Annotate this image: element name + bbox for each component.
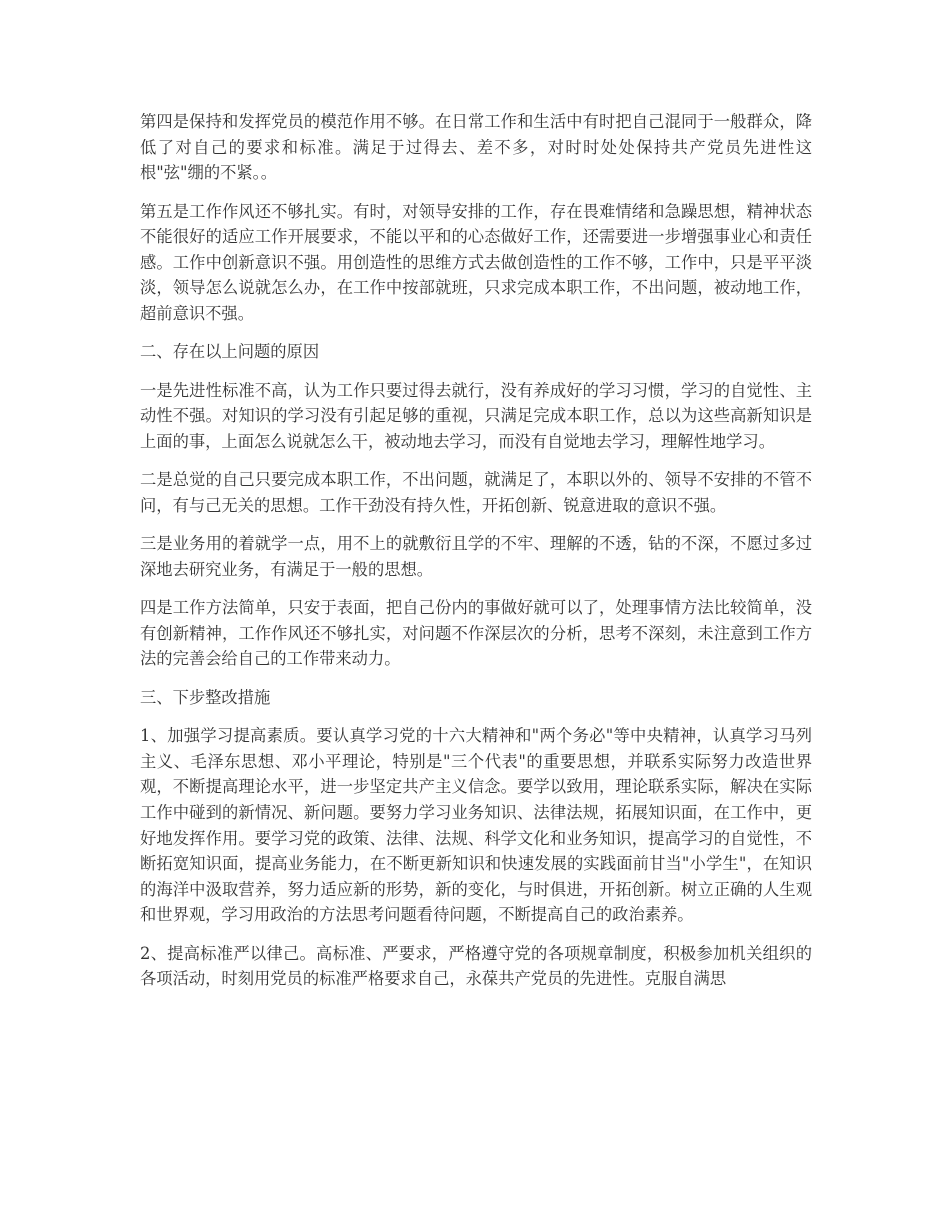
paragraph-4th-issue: 第四是保持和发挥党员的模范作用不够。在日常工作和生活中有时把自己混同于一般群众，降低了对自己的要求和标准。满足于过得去、差不多，对时时处处保持共产党员先进性这根"弦"绷的不紧。。	[140, 112, 812, 183]
paragraph-cause-4: 四是工作方法简单，只安于表面，把自己份内的事做好就可以了，处理事情方法比较简单，没有创新精神，工作作风还不够扎实，对问题不作深层次的分析，思考不深刻，未注意到工作方法的完善会给自己的工作带来动力。	[140, 598, 812, 669]
paragraph-cause-1: 一是先进性标准不高，认为工作只要过得去就行，没有养成好的学习习惯，学习的自觉性、主动性不强。对知识的学习没有引起足够的重视，只满足完成本职工作，总以为这些高新知识是上面的事，上面怎么说就怎么干，被动地去学习，而没有自觉地去学习，理解性地学习。	[140, 380, 812, 451]
paragraph-cause-3: 三是业务用的着就学一点，用不上的就敷衍且学的不牢、理解的不透，钻的不深，不愿过多过深地去研究业务，有满足于一般的思想。	[140, 534, 812, 579]
paragraph-5th-issue: 第五是工作作风还不够扎实。有时，对领导安排的工作，存在畏难情绪和急躁思想，精神状态不能很好的适应工作开展要求，不能以平和的心态做好工作，还需要进一步增强事业心和责任感。工作中创新意识不强。用创造性的思维方式去做创造性的工作不够，工作中，只是平平淡淡，领导怎么说就怎么办，在工作中按部就班，只求完成本职工作，不出问题，被动地工作，超前意识不强。	[140, 201, 812, 323]
paragraph-cause-2: 二是总觉的自己只要完成本职工作，不出问题，就满足了，本职以外的、领导不安排的不管不问，有与己无关的思想。工作干劲没有持久性，开拓创新、锐意进取的意识不强。	[140, 470, 812, 515]
section-heading-causes: 二、存在以上问题的原因	[140, 342, 320, 362]
section-heading-measures: 三、下步整改措施	[140, 687, 271, 707]
paragraph-measure-2: 2、提高标准严以律己。高标准、严要求，严格遵守党的各项规章制度，积极参加机关组织的各项活动，时刻用党员的标准严格要求自己，永葆共产党员的先进性。克服自满思	[140, 943, 812, 989]
paragraph-measure-1: 1、加强学习提高素质。要认真学习党的十六大精神和"两个务必"等中央精神，认真学习马列主义、毛泽东思想、邓小平理论，特别是"三个代表"的重要思想，并联系实际努力改造世界观，不断提高理论水平，进一步坚定共产主义信念。要学以致用，理论联系实际，解决在实际工作中碰到的新情况、新问题。要努力学习业务知识、法律法规，拓展知识面，在工作中，更好地发挥作用。要学习党的政策、法律、法规、科学文化和业务知识，提高学习的自觉性，不断拓宽知识面，提高业务能力，在不断更新知识和快速发展的实践面前甘当"小学生"，在知识的海洋中汲取营养，努力适应新的形势，新的变化，与时俱进，开拓创新。树立正确的人生观和世界观，学习用政治的方法思考问题看待问题，不断提高自己的政治素养。	[140, 726, 812, 925]
document-body	[140, 109, 812, 1005]
